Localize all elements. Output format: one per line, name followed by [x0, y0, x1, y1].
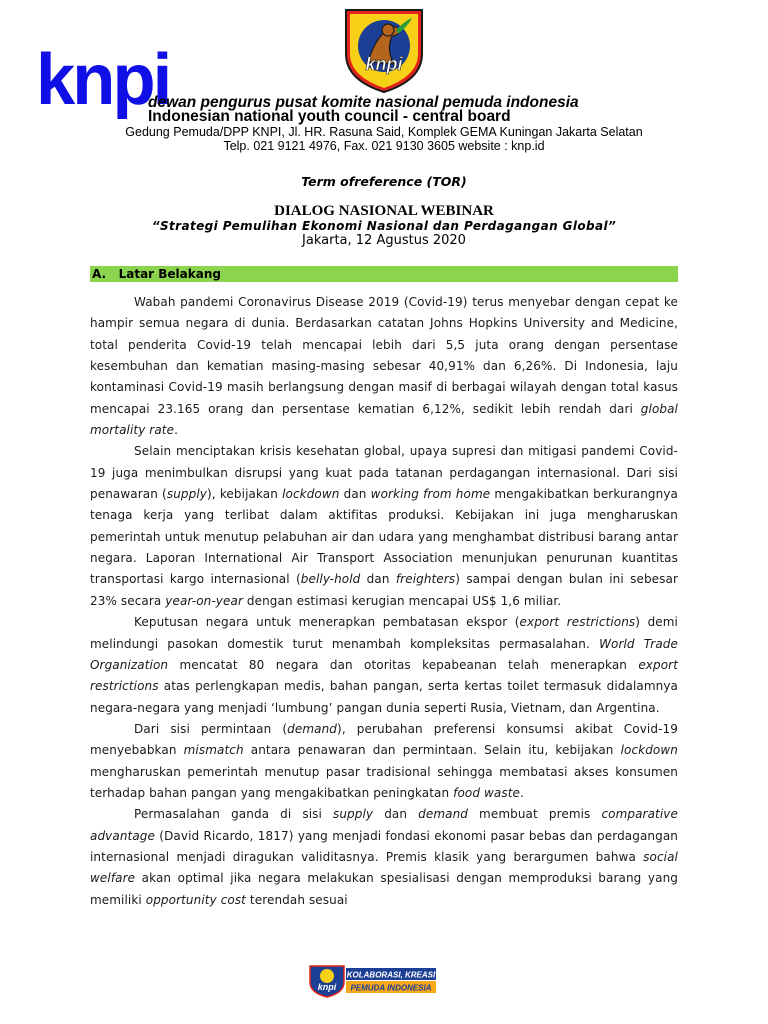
org-name-english: Indonesian national youth council - central board [148, 108, 511, 125]
body-paragraph [90, 804, 678, 911]
footer-tagline-line1: KOLABORASI, KREASI [346, 970, 436, 980]
paragraph-text: dan [360, 572, 396, 587]
body-paragraph [90, 719, 678, 804]
paragraph-text: Dari sisi permintaan ( [134, 721, 288, 736]
paragraph-text: antara penawaran dan permintaan. Selain itu, kebijakan [243, 743, 621, 758]
italic-term: demand [418, 807, 468, 822]
paragraph-text: Keputusan negara untuk menerapkan pembatasan ekspor ( [134, 615, 520, 630]
paragraph-text: Wabah pandemi Coronavirus Disease 2019 (Covid-19) terus menyebar dengan cepat ke hampir semua negara di dunia. Berdasarkan catatan Johns Hopkins University and Medicine, total penderita Covid-19 telah mencapai lebih dari 5,5 juta orang dengan persentase kesembuhan dan kematian masing-masing sebesar 40,91% dan 6,26%. Di Indonesia, laju kontaminasi Covid-19 masih berlangsung dengan masif di berbagai wilayah dengan total kasus mencapai 23.165 orang dan persentase kematian 6,12%, sedikit lebih rendah dari [90, 295, 678, 416]
paragraph-text: mengakibatkan berkurangnya tenaga kerja yang terlibat dalam aktifitas produksi. Kebijakan ini juga mengharuskan pemerintah untuk menutup pelabuhan air dan udara yang menghambat distribusi barang antar negara. Laporan International Air Transport Association menunjukan penurunan kuantitas transportasi kargo internasional ( [90, 487, 678, 587]
footer-campaign-logo [308, 962, 438, 998]
section-heading-label: A. Latar Belakang [92, 267, 221, 281]
italic-term: lockdown [282, 487, 340, 502]
paragraph-text: mengharuskan pemerintah menutup pasar tradisional sehingga membatasi akses konsumen terhadap bahan pangan yang mengakibatkan peningkatan [90, 764, 678, 800]
document-title: DIALOG NASIONAL WEBINAR [274, 203, 494, 219]
italic-term: mismatch [183, 743, 244, 758]
paragraph-text: mencatat 80 negara dan otoritas kepabeanan telah menerapkan [168, 657, 639, 672]
paragraph-text: ) demi melindungi pasokan domestik turut menambah kompleksitas permasalahan. [90, 615, 678, 651]
italic-term: food waste [453, 785, 520, 800]
italic-term: export restrictions [519, 615, 636, 630]
italic-term: year-on-year [165, 593, 243, 608]
body-paragraph [90, 441, 678, 612]
footer-tagline-line2: PEMUDA INDONESIA [350, 983, 432, 993]
italic-term: supply [166, 487, 207, 502]
paragraph-text: dan [373, 807, 419, 822]
letterhead-contact: Telp. 021 9121 4976, Fax. 021 9130 3605 website : knp.id [223, 139, 545, 153]
italic-term: working from home [370, 487, 491, 502]
paragraph-text: ), perubahan preferensi konsumsi akibat Covid-19 menyebabkan [90, 721, 678, 758]
italic-term: opportunity cost [145, 892, 246, 907]
italic-term: global mortality rate [90, 401, 678, 438]
document-subtitle: “Strategi Pemulihan Ekonomi Nasional dan Perdagangan Global” [151, 219, 617, 233]
italic-term: export restrictions [90, 657, 678, 694]
paragraph-text: dengan estimasi kerugian mencapai US$ 1,6 miliar. [242, 593, 562, 608]
paragraph-text: dan [339, 487, 371, 502]
italic-term: social welfare [90, 849, 678, 886]
italic-term: lockdown [620, 743, 678, 758]
tor-label: Term ofreference (TOR) [301, 174, 467, 189]
italic-term: comparative advantage [90, 807, 678, 843]
paragraph-text: (David Ricardo, 1817) yang menjadi fondasi ekonomi pasar bebas dan perdagangan internasional menjadi diragukan validitasnya. Premis klasik yang berargumen bahwa [90, 828, 678, 864]
body-paragraph [90, 612, 678, 719]
body-paragraph [90, 292, 678, 441]
italic-term: demand [287, 721, 338, 736]
paragraph-text: ) sampai dengan bulan ini sebesar 23% secara [90, 572, 678, 608]
paragraph-text: . [520, 785, 524, 800]
paragraph-text: membuat premis [468, 807, 602, 822]
italic-term: World Trade Organization [90, 636, 678, 672]
italic-term: supply [333, 807, 374, 822]
paragraph-text: Selain menciptakan krisis kesehatan global, upaya supresi dan mitigasi pandemi Covid-19 juga menimbulkan disrupsi yang kuat pada tatanan perdagangan internasional. Dari sisi penawaran ( [90, 444, 678, 502]
body-text [90, 292, 678, 911]
paragraph-text: atas perlengkapan medis, bahan pangan, serta kertas toilet termasuk didalamnya negara-negara yang menjadi ‘lumbung’ pangan dunia seperti Rusia, Vietnam, dan Argentina. [90, 679, 678, 715]
italic-term: freighters [395, 572, 456, 587]
paragraph-text: Permasalahan ganda di sisi [134, 807, 333, 822]
paragraph-text: . [174, 423, 179, 438]
knpi-wordmark-logo: knpi [36, 40, 170, 120]
paragraph-text: akan optimal jika negara melakukan spesialisasi dengan memproduksi barang yang memiliki [90, 871, 678, 907]
letterhead-address: Gedung Pemuda/DPP KNPI, Jl. HR. Rasuna Said, Komplek GEMA Kuningan Jakarta Selatan [125, 125, 643, 139]
paragraph-text: ), kebijakan [206, 487, 283, 502]
document-dateline: Jakarta, 12 Agustus 2020 [302, 233, 466, 248]
paragraph-text: terendah sesuai [246, 892, 348, 907]
knpi-emblem-logo [336, 6, 432, 94]
footer-logo-text: knpi [317, 982, 337, 992]
org-name-indonesian: dewan pengurus pusat komite nasional pemuda indonesia [148, 94, 579, 111]
italic-term: belly-hold [300, 572, 361, 587]
emblem-text: knpi [365, 54, 403, 74]
